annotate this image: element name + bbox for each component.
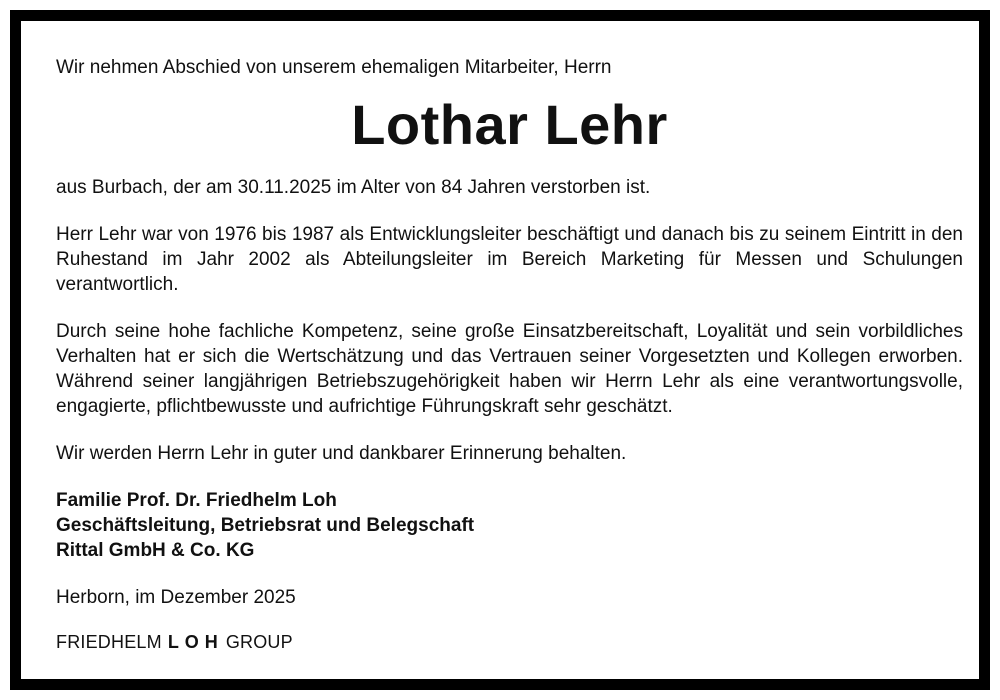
signer-line: Familie Prof. Dr. Friedhelm Loh: [56, 490, 337, 511]
company-logo: [56, 630, 963, 655]
career-paragraph: Herr Lehr war von 1976 bis 1987 als Entwicklungsleiter beschäftigt und danach bis zu seinem Eintritt in den Ruhestand im Jahr 2002 als Abteilungsleiter im Bereich Marketing für Messen und Schulungen verantwortlich.: [56, 224, 963, 295]
logo-part-group: GROUP: [225, 632, 293, 652]
intro-text: Wir nehmen Abschied von unserem ehemaligen Mitarbeiter, Herrn: [56, 57, 612, 78]
place-date: Herborn, im Dezember 2025: [56, 587, 296, 608]
deceased-name: Lothar Lehr: [351, 93, 668, 156]
notice-content: [56, 55, 963, 655]
logo-part-friedhelm: FRIEDHELM: [56, 632, 162, 652]
signer-line: Rittal GmbH & Co. KG: [56, 540, 255, 561]
logo-part-loh: LOH: [167, 632, 224, 652]
memory-text: Wir werden Herrn Lehr in guter und dankbarer Erinnerung behalten.: [56, 443, 627, 464]
signer-line: Geschäftsleitung, Betriebsrat und Belegschaft: [56, 515, 475, 536]
merits-paragraph: Durch seine hohe fachliche Kompetenz, seine große Einsatzbereitschaft, Loyalität und sein vorbildliches Verhalten hat er sich die Wertschätzung und das Vertrauen seiner Vorgesetzten und Kollegen erworben. Während seiner langjährigen Betriebszugehörigkeit haben wir Herrn Lehr als eine verantwortungsvolle, engagierte, pflichtbewusste und aufrichtige Führungskraft sehr geschätzt.: [56, 321, 963, 417]
signers-block: [56, 488, 963, 563]
origin-text: aus Burbach, der am 30.11.2025 im Alter von 84 Jahren verstorben ist.: [56, 177, 651, 198]
obituary-notice: [10, 10, 990, 690]
